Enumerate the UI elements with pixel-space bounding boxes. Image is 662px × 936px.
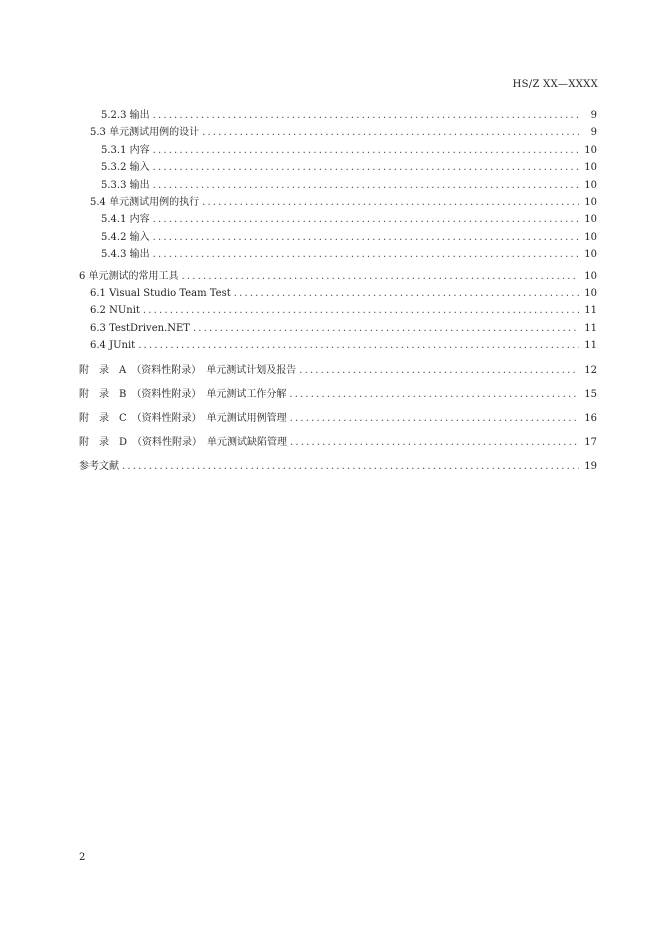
dot-leader <box>290 437 579 448</box>
toc-entry-label: 附 录 D （资料性附录） 单元测试缺陷管理 <box>79 437 288 449</box>
toc-entry-label: 5.3 单元测试用例的设计 <box>90 127 200 139</box>
toc-entry-label: 6.1 Visual Studio Team Test <box>90 287 231 299</box>
toc-entry-label: 5.4.3 输出 <box>101 249 150 261</box>
dot-leader <box>202 197 579 208</box>
toc-entry[interactable] <box>79 433 597 453</box>
toc-entry-page: 11 <box>584 340 597 352</box>
dot-leader <box>153 214 579 225</box>
dot-leader <box>202 127 579 138</box>
dot-leader <box>153 162 579 173</box>
toc-entry-page: 9 <box>590 110 597 121</box>
toc-entry-page: 12 <box>584 365 597 377</box>
dot-leader <box>138 340 579 351</box>
toc-entry-label: 6.3 TestDriven.NET <box>90 322 190 334</box>
toc-entry[interactable] <box>79 245 597 262</box>
toc-entry-page: 11 <box>584 305 597 317</box>
dot-leader <box>122 461 579 472</box>
toc-entry[interactable] <box>79 385 597 405</box>
toc-entry[interactable] <box>79 141 597 158</box>
toc-entry-page: 10 <box>584 287 597 299</box>
toc-entry-label: 5.2.3 输出 <box>101 110 150 121</box>
document-code: HS/Z XX—XXXX <box>512 79 598 90</box>
dot-leader <box>193 323 579 334</box>
toc-entry[interactable] <box>79 193 597 210</box>
toc-entry-page: 17 <box>584 437 597 449</box>
toc-entry[interactable] <box>79 176 597 193</box>
toc-entry[interactable] <box>79 123 597 140</box>
dot-leader <box>153 249 579 260</box>
dot-leader <box>234 288 579 299</box>
dot-leader <box>153 110 579 121</box>
dot-leader <box>153 145 579 156</box>
toc-entry-page: 10 <box>584 162 597 174</box>
toc-entry-page: 15 <box>584 389 597 401</box>
toc-entry[interactable] <box>79 340 597 357</box>
dot-leader <box>153 180 579 191</box>
toc-entry-page: 16 <box>584 413 597 425</box>
toc-entry-page: 10 <box>584 214 597 226</box>
toc-entry[interactable] <box>79 323 597 340</box>
toc-entry-label: 5.4.1 内容 <box>101 214 150 226</box>
toc-entry[interactable] <box>79 210 597 227</box>
toc-entry-page: 10 <box>584 196 597 208</box>
toc-entry[interactable] <box>79 267 597 284</box>
toc-entry-page: 19 <box>584 461 597 473</box>
toc-entry-label: 6.4 JUnit <box>90 340 136 352</box>
toc-entry[interactable] <box>79 228 597 245</box>
toc-entry-label: 5.3.1 内容 <box>101 144 150 156</box>
toc-entry-label: 5.3.2 输入 <box>101 162 150 174</box>
toc-entry[interactable] <box>79 106 597 123</box>
toc-entry-page: 11 <box>584 322 597 334</box>
dot-leader <box>153 232 579 243</box>
toc-entry[interactable] <box>79 288 597 305</box>
toc-entry-label: 参考文献 <box>79 461 119 473</box>
toc-entry-label: 6 单元测试的常用工具 <box>79 270 179 282</box>
toc-entry-label: 5.4 单元测试用例的执行 <box>90 196 200 208</box>
toc-entry-page: 10 <box>584 179 597 191</box>
toc-entry-page: 9 <box>590 127 597 139</box>
toc-entry[interactable] <box>79 409 597 429</box>
toc-entry[interactable] <box>79 305 597 322</box>
dot-leader <box>299 365 579 376</box>
toc-entry[interactable] <box>79 457 597 477</box>
toc-entry[interactable] <box>79 158 597 175</box>
dot-leader <box>290 413 579 424</box>
table-of-contents <box>79 106 597 477</box>
toc-entry-page: 10 <box>584 270 597 282</box>
dot-leader <box>143 305 579 316</box>
toc-entry-label: 6.2 NUnit <box>90 305 140 317</box>
page-number: 2 <box>79 852 86 863</box>
toc-entry-label: 5.3.3 输出 <box>101 179 150 191</box>
dot-leader <box>182 271 579 282</box>
toc-entry-label: 附 录 C （资料性附录） 单元测试用例管理 <box>79 413 287 425</box>
toc-entry-label: 5.4.2 输入 <box>101 231 150 243</box>
toc-entry[interactable] <box>79 361 597 381</box>
toc-entry-page: 10 <box>584 249 597 261</box>
toc-entry-page: 10 <box>584 231 597 243</box>
toc-entry-label: 附 录 B （资料性附录） 单元测试工作分解 <box>79 389 287 401</box>
dot-leader <box>289 389 579 400</box>
toc-entry-label: 附 录 A （资料性附录） 单元测试计划及报告 <box>79 365 297 377</box>
toc-entry-page: 10 <box>584 144 597 156</box>
